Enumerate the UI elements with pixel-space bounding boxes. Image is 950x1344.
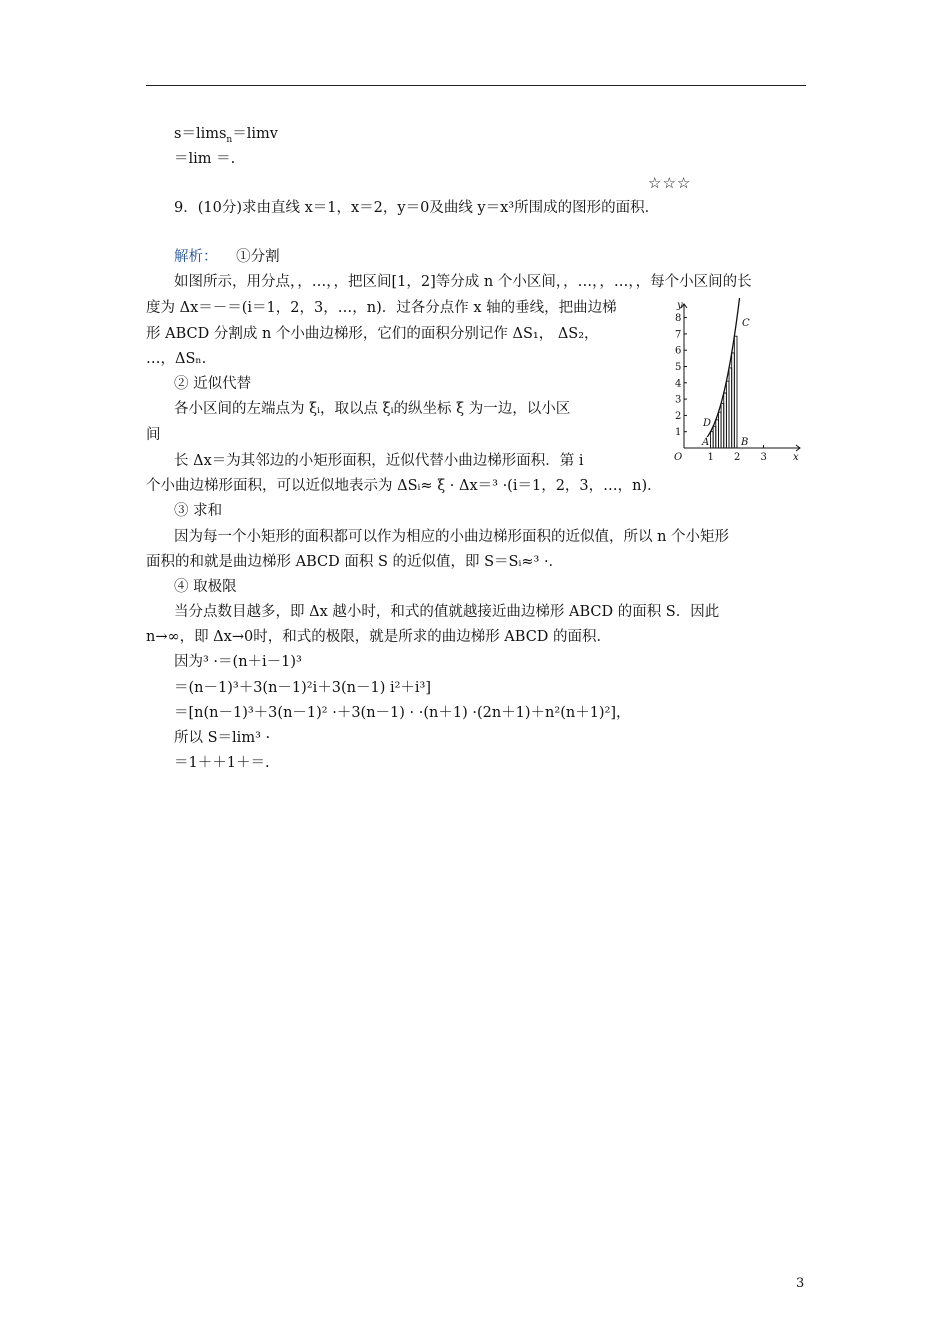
point-d-label: D [703,418,712,429]
approx-rectangle [734,336,737,448]
solution-heading [174,247,280,267]
y-tick-label: 1 [675,427,682,439]
step-4-title: ④ 取极限 [174,579,237,595]
derivation-line-5: ＝1＋＋1＋＝. [174,755,270,771]
y-tick-label: 8 [675,313,682,325]
step-1-title: ①分割 [236,249,280,265]
derivation-line-2: ＝(n－1)³＋3(n－1)²i＋3(n－1) i²＋i³] [174,680,432,696]
y-tick-label: 7 [675,329,682,341]
para-1-line-2: 度为 Δx＝－＝(i＝1，2，3，…，n)．过各分点作 x 轴的垂线，把曲边梯 [146,300,617,316]
limit-line-2: ＝lim ＝. [174,151,236,167]
para-4-line-2: n→∞，即 Δx→0时，和式的极限，就是所求的曲边梯形 ABCD 的面积． [146,629,612,645]
axes [681,304,800,451]
step-2-title: ② 近似代替 [174,376,252,392]
y-ticks [675,313,687,438]
derivation-line-3: ＝[n(n－1)³＋3(n－1)² ·＋3(n－1) · ·(n＋1) ·(2n＋1)＋n²(n＋1)²]， [174,705,631,721]
para-1-line-4: …，ΔSₙ. [146,351,207,367]
x-tick-label: 3 [760,452,767,463]
y-tick-label: 3 [675,394,682,406]
para-2-line-4: 个小曲边梯形面积，可以近似地表示为 ΔSᵢ≈ ξ · Δx＝³ ·(i＝1，2，3，…，n)． [146,478,662,494]
derivation-line-4: 所以 S＝lim³ · [174,730,271,746]
para-3-line-1: 因为每一个小矩形的面积都可以作为相应的小曲边梯形面积的近似值，所以 n 个小矩形 [174,529,730,545]
y-axis-label: y [677,300,683,311]
point-b-label: B [741,437,749,448]
para-3-line-2: 面积的和就是曲边梯形 ABCD 面积 S 的近似值，即 S＝Sᵢ≈³ ·． [146,554,564,570]
y-tick-label: 2 [675,410,682,422]
header-rule [146,85,806,86]
para-1-line-1: 如图所示，用分点，，…，，把区间[1，2]等分成 n 个小区间，，…，，…，，每个小区间的长 [174,274,752,290]
step-3-title: ③ 求和 [174,503,223,519]
solution-label: 解析： [174,249,218,265]
point-c-label: C [742,318,750,329]
difficulty-stars: ☆☆☆ [648,174,692,192]
para-2-line-3: 长 Δx＝为其邻边的小矩形面积，近似代替小曲边梯形面积．第 i [174,453,584,469]
question-9: 9．(10分)求由直线 x＝1，x＝2，y＝0及曲线 y＝x³所围成的图形的面积． [174,200,660,216]
origin-label: O [674,452,683,463]
curve-trapezoid-figure [672,298,804,468]
derivation-line-1: 因为³ ·＝(n＋i－1)³ [174,654,302,670]
point-a-label: A [702,437,710,448]
y-tick-label: 5 [675,362,682,373]
y-tick-label: 6 [675,345,682,357]
x-tick-label: 1 [707,452,714,463]
para-2-line-1: 各小区间的左端点为 ξᵢ，取以点 ξᵢ的纵坐标 ξ 为一边，以小区 [174,401,571,417]
para-1-line-3: 形 ABCD 分割成 n 个小曲边梯形，它们的面积分别记作 ΔS₁， ΔS₂， [146,326,599,342]
page-number: 3 [796,1276,805,1291]
para-4-line-1: 当分点数目越多，即 Δx 越小时，和式的值就越接近曲边梯形 ABCD 的面积 S．因此 [174,604,720,620]
x-tick-label: 2 [734,452,741,463]
y-tick-label: 4 [675,378,682,390]
para-2-line-2: 间 [146,427,161,443]
x-axis-label: x [793,452,799,463]
limit-line-1: s＝lims$_n$＝limv [174,126,278,145]
